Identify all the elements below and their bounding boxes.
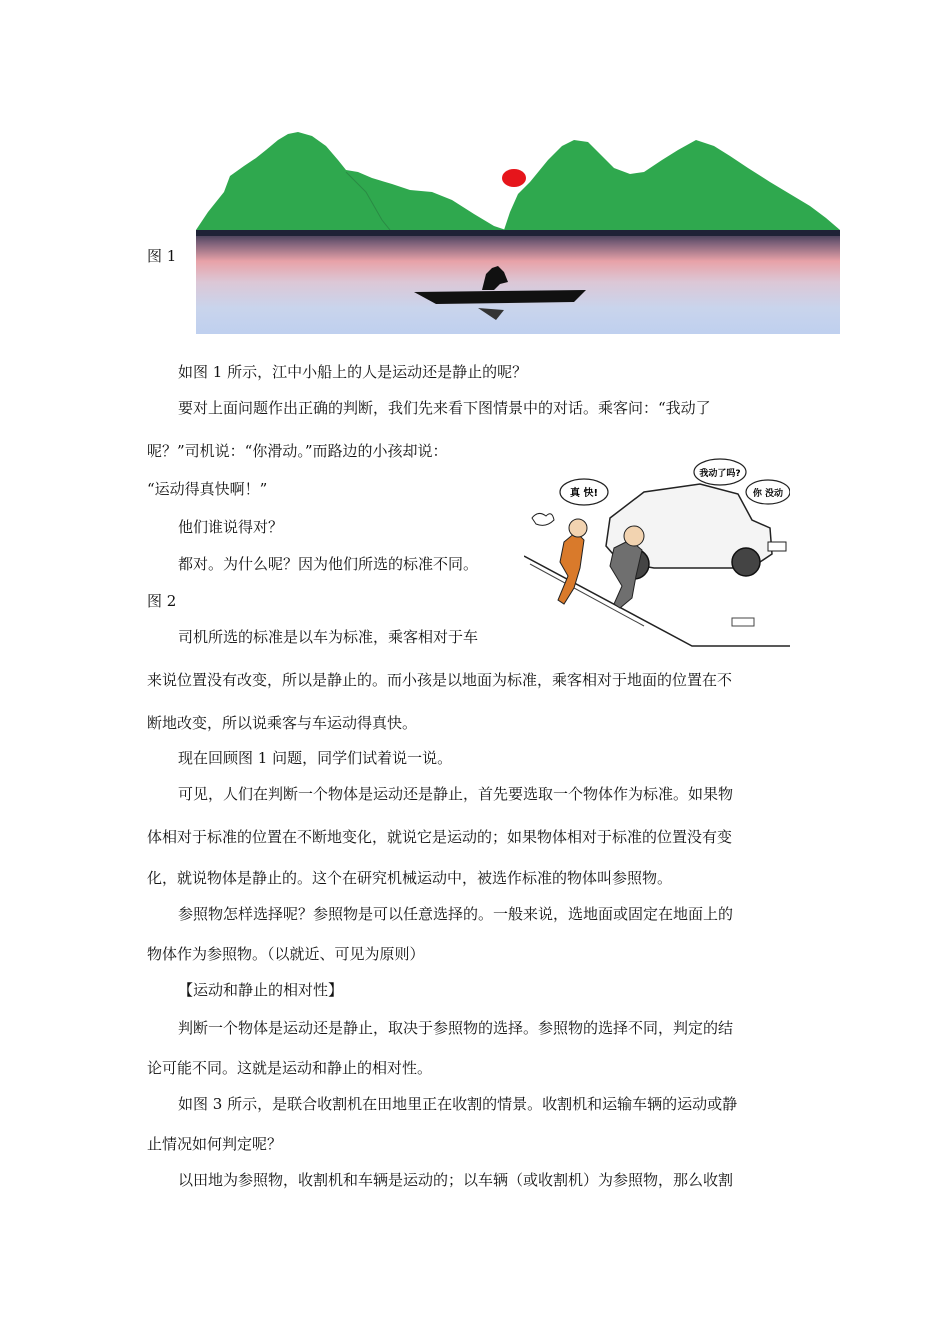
lake <box>196 230 840 334</box>
figure-1-illustration <box>196 132 840 334</box>
mountain-left <box>196 132 506 230</box>
text-line: 如图 3 所示，是联合收割机在田地里正在收割的情景。收割机和运输车辆的运动或静 <box>178 1095 738 1113</box>
text-line: 要对上面问题作出正确的判断，我们先来看下图情景中的对话。乘客问：“我动了 <box>178 399 711 417</box>
bubble-child-text: 真 快! <box>569 488 599 499</box>
license-plate <box>768 542 786 551</box>
bubble-passenger-text: 我动了吗? <box>699 469 741 479</box>
far-shore <box>196 230 840 236</box>
text-line: 现在回顾图 1 问题，同学们试着说一说。 <box>178 749 453 767</box>
text-line: 物体作为参照物。（以就近、可见为原则） <box>147 945 425 963</box>
figure-1-caption: 图 1 <box>147 247 177 265</box>
text-line: “运动得真快啊！” <box>147 480 268 498</box>
crosswalk-mark <box>732 618 754 626</box>
section-heading: 【运动和静止的相对性】 <box>178 981 344 999</box>
child-left-head <box>569 519 587 537</box>
text-line: 断地改变，所以说乘客与车运动得真快。 <box>147 714 418 732</box>
sun <box>502 169 526 187</box>
text-line: 参照物怎样选择呢？参照物是可以任意选择的。一般来说，选地面或固定在地面上的 <box>178 905 734 923</box>
text-line: 论可能不同。这就是运动和静止的相对性。 <box>147 1059 433 1077</box>
text-line: 如图 1 所示，江中小船上的人是运动还是静止的呢？ <box>178 363 528 381</box>
text-line: 都对。为什么呢？因为他们所选的标准不同。 <box>178 555 479 573</box>
text-line: 可见，人们在判断一个物体是运动还是静止，首先要选取一个物体作为标准。如果物 <box>178 785 734 803</box>
text-line: 司机所选的标准是以车为标准，乘客相对于车 <box>178 628 479 646</box>
mountain-right <box>504 140 840 230</box>
text-line: 化，就说物体是静止的。这个在研究机械运动中，被选作标准的物体叫参照物。 <box>147 869 673 887</box>
text-line: 他们谁说得对？ <box>178 518 284 536</box>
text-line: 止情况如何判定呢？ <box>147 1135 283 1153</box>
motion-puff <box>532 513 554 525</box>
text-line: 以田地为参照物，收割机和车辆是运动的；以车辆（或收割机）为参照物，那么收割 <box>178 1171 734 1189</box>
bubble-driver-text: 你 没动 <box>752 489 784 499</box>
child-left <box>558 532 584 604</box>
figure-2-caption: 图 2 <box>147 592 177 610</box>
text-line: 呢？”司机说：“你滑动。”而路边的小孩却说： <box>147 442 448 460</box>
text-line: 判断一个物体是运动还是静止，取决于参照物的选择。参照物的选择不同，判定的结 <box>178 1019 734 1037</box>
boat <box>414 290 586 304</box>
child-right-head <box>624 526 644 546</box>
figure-2-illustration <box>524 458 790 648</box>
car-wheel-front <box>732 548 760 576</box>
text-line: 体相对于标准的位置在不断地变化，就说它是运动的；如果物体相对于标准的位置没有变 <box>147 828 733 846</box>
text-line: 来说位置没有改变，所以是静止的。而小孩是以地面为标准，乘客相对于地面的位置在不 <box>147 671 733 689</box>
